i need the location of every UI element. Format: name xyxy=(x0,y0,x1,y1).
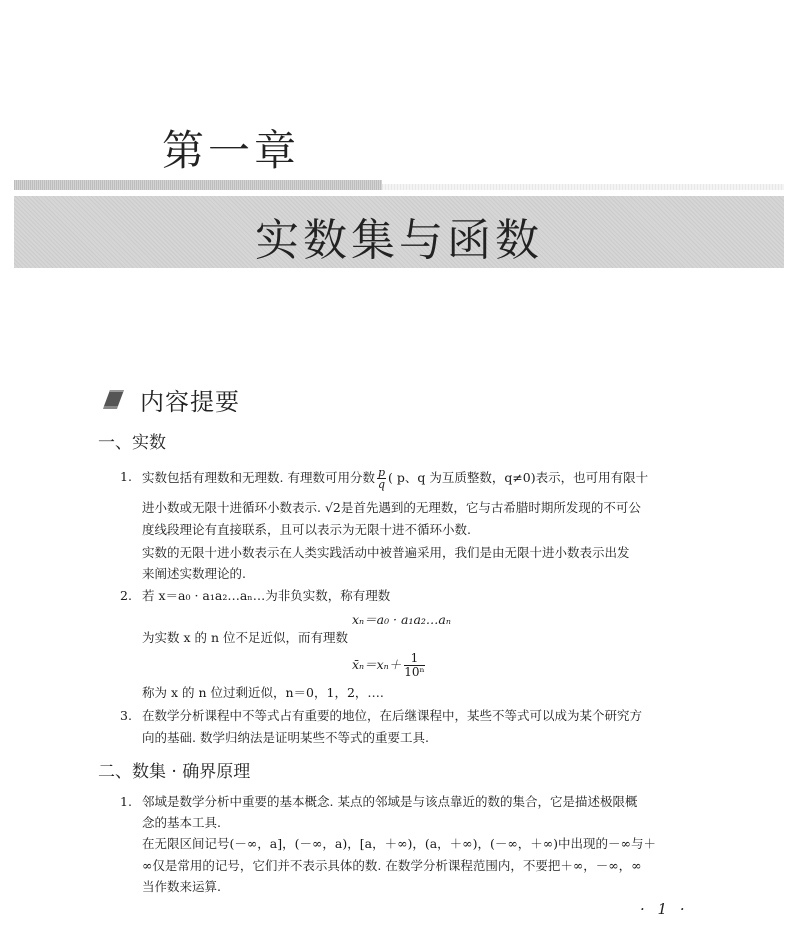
equation-lower-approx: xₙ＝a₀ · a₁a₂…aₙ xyxy=(352,612,451,627)
paragraph-line: 度线段理论有直接联系，且可以表示为无限十进不循环小数. xyxy=(142,522,471,537)
summary-title: 内容提要 xyxy=(140,387,240,416)
decorative-band-top xyxy=(14,180,382,190)
equation-upper-approx: x̄ₙ＝xₙ＋ $\frac{1}{\text{10ⁿ}}$ xyxy=(352,651,425,679)
item-number: 1. xyxy=(120,469,132,484)
paragraph-line: 向的基础. 数学归纳法是证明某些不等式的重要工具. xyxy=(142,730,429,745)
paragraph-line: 称为 x 的 n 位过剩近似，n＝0，1，2，…. xyxy=(142,685,384,700)
item-number: 1. xyxy=(120,794,132,809)
page-number: · 1 · xyxy=(640,900,689,918)
summary-heading xyxy=(100,382,240,416)
paragraph-line: ∞仅是常用的记号，它们并不表示具体的数. 在数学分析课程范围内，不要把＋∞，－∞，∞ xyxy=(142,858,642,873)
item-number: 3. xyxy=(120,708,132,723)
section-heading-real-numbers: 一、实数 xyxy=(98,433,166,453)
paragraph-line: 邻域是数学分析中重要的基本概念. 某点的邻域是与该点靠近的数的集合，它是描述极限概 xyxy=(142,794,638,809)
paragraph-line: 来阐述实数理论的. xyxy=(142,566,246,581)
paragraph-line: 实数包括有理数和无理数. 有理数可用分数 $\frac{p}{q}$ ( p、q 为互质整数，q≠0)表示，也可用有限十 xyxy=(142,466,649,491)
chapter-title-band xyxy=(14,196,784,268)
item-number: 2. xyxy=(120,588,132,603)
paragraph-line: 为实数 x 的 n 位不足近似，而有理数 xyxy=(142,630,348,645)
decorative-band-top-faint xyxy=(382,184,784,190)
paragraph-line: 若 x＝a₀ · a₁a₂…aₙ…为非负实数，称有理数 xyxy=(142,588,391,603)
paragraph-line: 在数学分析课程中不等式占有重要的地位，在后继课程中，某些不等式可以成为某个研究方 xyxy=(142,708,643,723)
paragraph-line: 实数的无限十进小数表示在人类实践活动中被普遍采用，我们是由无限十进小数表示出发 xyxy=(142,545,630,560)
chapter-title: 实数集与函数 xyxy=(255,215,543,266)
paragraph-line: 进小数或无限十进循环小数表示. √2是首先遇到的无理数，它与古希腊时期所发现的不可公 xyxy=(142,500,641,515)
book-icon xyxy=(100,388,126,410)
paragraph-line: 念的基本工具. xyxy=(142,815,221,830)
paragraph-line: 当作数来运算. xyxy=(142,879,221,894)
chapter-number: 第一章 xyxy=(162,126,301,175)
paragraph-line: 在无限区间记号(－∞，a]，(－∞，a)，[a，＋∞)，(a，＋∞)，(－∞，＋∞)中出现的－∞与＋ xyxy=(142,836,656,851)
fraction-p-over-q: $\frac{p}{q}$ xyxy=(377,466,385,491)
section-heading-number-sets: 二、数集 · 确界原理 xyxy=(98,762,251,782)
